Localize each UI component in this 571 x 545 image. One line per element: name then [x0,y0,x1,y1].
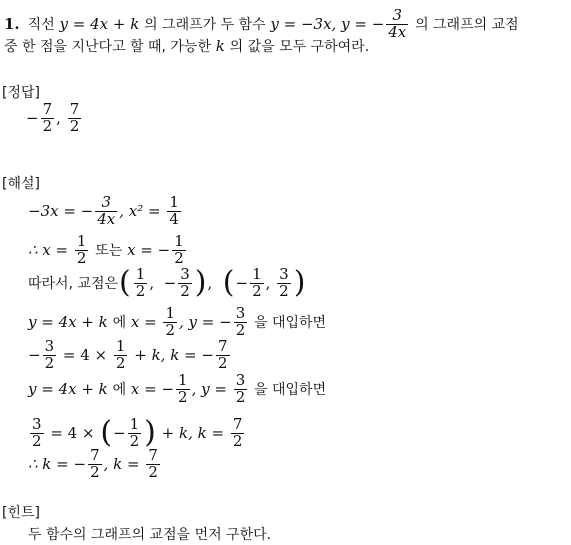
paren-open: ( [119,265,131,300]
solution-text: 에 [112,315,127,331]
minus-sign: − [28,346,41,364]
solution-line-3: 따라서, 교점은 ( $\frac{1}{2}$ , − $\frac{3}{2}$ ) , ( − $\frac{1}{2}$ , $\frac{3}{2}$ ) [28,264,306,300]
solution-line-6 [28,368,326,410]
solution-line-7: $\frac{3}{2}$ = 4 × ( − $\frac{1}{2}$ ) + k, k = $\frac{7}{2}$ [32,414,243,450]
problem-text: 중 한 점을 지난다고 할 때, 가능한 [4,39,211,55]
fraction: $\frac{7}{2}$ [90,445,100,481]
paren-close: ) [293,265,306,300]
fraction: $\frac{7}{2}$ [42,99,53,135]
fraction: $\frac{1}{2}$ [129,414,140,450]
fraction: $\frac{3}{2}$ [235,303,246,339]
math-expression: + k, k = [161,424,225,442]
paren-close: ) [144,415,156,450]
math-expression: y = 4x + k [59,15,140,33]
math-expression: + k, k = − [134,346,214,364]
fraction: $\frac{3}{4x}$ [388,5,407,41]
solution-text: 을 대입하면 [254,382,327,398]
comma: , [56,109,61,127]
fraction: $\frac{3}{2}$ [279,264,289,300]
fraction: $\frac{3}{2}$ [32,414,42,450]
section-heading: [힌트] [2,505,40,521]
minus-sign: − [26,109,39,127]
math-expression: y = −3x, [270,15,337,33]
fraction: $\frac{3}{2}$ [235,370,246,406]
problem-text: 의 그래프의 교점 [415,17,519,33]
math-expression: , y = [191,380,227,398]
problem-text: 의 그래프가 두 함수 [144,17,266,33]
solution-line-1 [28,190,183,232]
paren-open: ( [100,415,113,450]
paren-close: ) [194,265,207,300]
fraction: $\frac{1}{4}$ [169,192,179,228]
math-expression: , k = [103,455,140,473]
fraction: $\frac{1}{2}$ [178,370,188,406]
section-heading: [해설] [2,176,40,192]
fraction: $\frac{7}{2}$ [148,445,158,481]
solution-text: 따라서, 교점은 [28,276,119,292]
fraction: $\frac{7}{2}$ [232,414,243,450]
hint-heading [2,502,40,522]
math-expression: k [215,37,225,55]
problem-number: 1. [4,15,20,33]
math-expression: ∴ k = − [28,455,87,473]
math-expression: x = − [127,241,171,259]
math-expression: x = − [130,380,175,398]
solution-text: 또는 [95,243,123,259]
math-expression: = 4 × [50,424,95,442]
math-expression: , y = − [179,313,232,331]
hint-line [28,524,271,544]
fraction: $\frac{1}{2}$ [174,231,184,267]
paren-open: ( [222,265,235,300]
solution-text: 에 [112,382,127,398]
problem-text: 의 값을 모두 구하여라. [229,39,370,55]
solution-text: 을 대입하면 [254,315,327,331]
math-expression: , x² = [119,202,161,220]
math-expression: y = 4x + k [28,313,108,331]
fraction: $\frac{1}{2}$ [135,264,146,300]
fraction: $\frac{1}{2}$ [115,336,126,372]
fraction: $\frac{3}{4x}$ [97,192,116,228]
fraction: $\frac{1}{2}$ [76,231,87,267]
hint-text: 두 함수의 그래프의 교점을 먼저 구한다. [28,527,272,543]
math-expression: ∴ x = [28,241,69,259]
problem-text: 직선 [27,17,55,33]
math-expression: y = − [341,15,385,33]
solution-line-8 [28,443,162,485]
math-expression: x = [130,313,157,331]
fraction: $\frac{7}{2}$ [69,99,80,135]
math-expression: = 4 × [62,346,108,364]
fraction: $\frac{7}{2}$ [217,336,228,372]
problem-line-2 [4,36,369,56]
section-heading: [정답] [2,85,40,101]
fraction: $\frac{1}{2}$ [165,303,175,339]
math-expression: −3x = − [28,202,94,220]
math-expression: y = 4x + k [28,380,108,398]
fraction: $\frac{3}{2}$ [180,264,190,300]
fraction: $\frac{1}{2}$ [252,264,262,300]
fraction: $\frac{3}{2}$ [44,336,55,372]
answer-line [26,98,83,138]
